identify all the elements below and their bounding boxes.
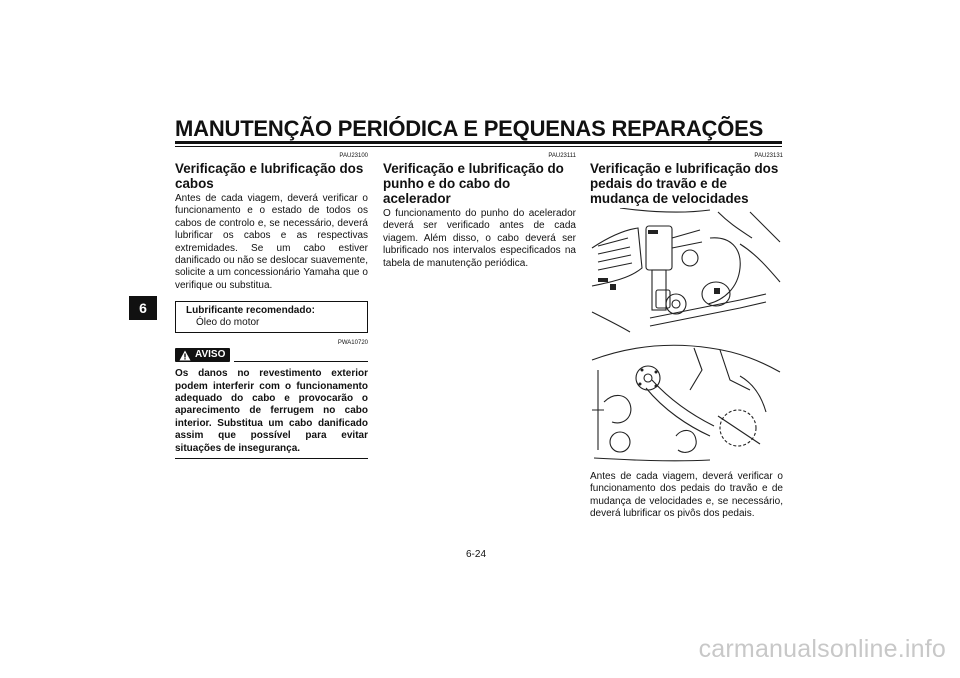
warning-badge <box>175 348 230 362</box>
warning-label: AVISO <box>195 349 226 361</box>
warning-code: PWA10720 <box>337 340 368 347</box>
section-title: Verificação e lubrificação dos cabos <box>175 161 364 191</box>
section-title: Verificação e lubrificação dos pedais do travão e de mudança de velocidades <box>590 161 779 206</box>
section-pedals-body-wrap <box>590 469 783 521</box>
section-code: PAU23111 <box>548 153 576 159</box>
section-code: PAU23131 <box>754 153 783 159</box>
section-cables <box>175 152 368 459</box>
section-throttle <box>383 152 576 270</box>
chapter-tab: 6 <box>129 296 157 320</box>
warning-text: Os danos no revestimento exterior podem interferir com o funcionamento adequado do cabo e provocarão o aparecimento de ferrugem no cabo interior. Substitua um cabo danificado assim que possível para evitar situações de insegurança. <box>175 368 368 459</box>
watermark: carmanualsonline.info <box>698 635 946 663</box>
shift-pedal-illustration <box>590 340 783 466</box>
page-number: 6-24 <box>466 549 487 560</box>
warning-triangle-icon <box>179 350 191 361</box>
section-body: Antes de cada viagem, deverá verificar o funcionamento dos pedais do travão e de mudança de velocidades e, se necessário, deverá lubrificar os pivôs dos pedais. <box>590 471 783 520</box>
lubricant-value: Óleo do motor <box>196 317 260 329</box>
header-rule-thin <box>175 146 782 147</box>
header-rule <box>175 141 782 144</box>
warning-rule <box>234 361 368 362</box>
section-body: Antes de cada viagem, deverá verificar o funcionamento e o estado de todos os cabos de controlo e, se necessário, deverá lubrificar os cabos e as respectivas extremidades. Se um cabo estiver danificado ou não se deslocar suavemente, solicite a um concessionário Yamaha que o verifique ou substitua. <box>175 193 368 291</box>
brake-pedal-illustration <box>590 208 783 336</box>
page-title: MANUTENÇÃO PERIÓDICA E PEQUENAS REPARAÇÕES <box>175 116 764 141</box>
warning-header <box>175 348 368 362</box>
section-pedals <box>590 152 783 206</box>
section-title: Verificação e lubrificação do punho e do cabo do acelerador <box>383 161 564 206</box>
section-code: PAU23100 <box>339 153 368 159</box>
lubricant-box <box>175 301 368 333</box>
lubricant-label: Lubrificante recomendado: <box>186 305 315 317</box>
section-body: O funcionamento do punho do acelerador deverá ser verificado antes de cada viagem. Além disso, o cabo deverá ser lubrificado nos intervalos especificados na tabela de manutenção periódica. <box>383 208 576 269</box>
